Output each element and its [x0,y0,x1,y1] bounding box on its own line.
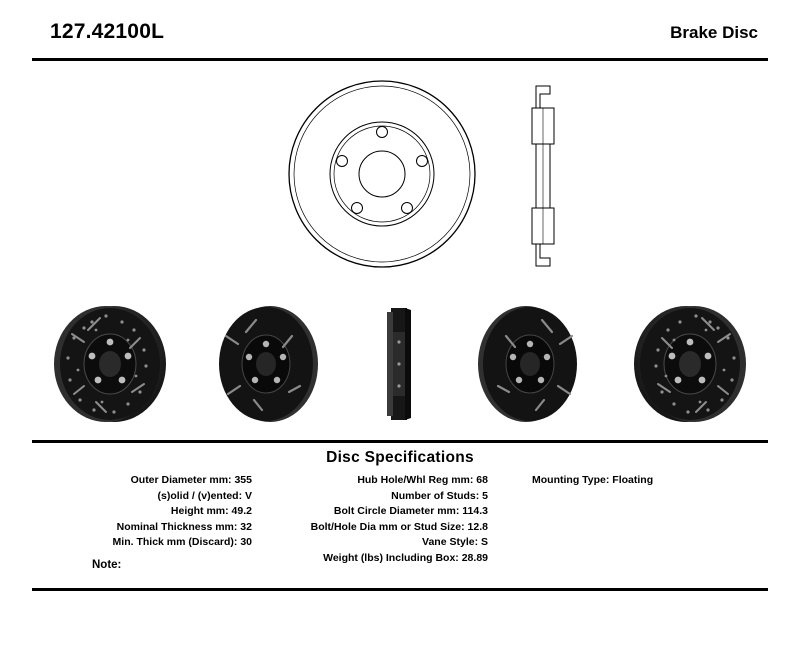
rotor-photo-drilled-slotted-right [624,302,759,427]
rotor-photo-drilled-slotted-left [44,302,179,427]
spec-vane-style: Vane Style: S [422,536,488,548]
cross-section-view [502,82,582,272]
spec-number-of-studs: Number of Studs: 5 [391,489,488,502]
spec-bolt-circle-diameter: Bolt Circle Diameter mm: 114.3 [333,505,488,517]
spec-solid-vented: (s)olid / (v)ented: V [157,489,252,502]
part-number: 127.42100L [50,20,165,43]
spec-hub-hole: Hub Hole/Whl Reg mm: 68 [357,474,488,486]
spec-min-thickness: Min. Thick mm (Discard): 30 [112,536,252,548]
rotor-photo-row [32,302,768,432]
note-label: Note: [92,559,122,571]
page-title: Brake Disc [670,23,758,42]
spec-nominal-thickness: Nominal Thickness mm: 32 [116,520,252,533]
disc-specifications-block [32,440,768,591]
specs-column-left [32,473,252,551]
specs-column-right [532,473,768,489]
rotor-photo-slotted-left [204,302,334,427]
sheet-header [32,18,768,61]
rotor-photo-slotted-right [464,302,594,427]
spec-mounting-type: Mounting Type: Floating [532,474,654,486]
spec-weight: Weight (lbs) Including Box: 28.89 [323,551,488,564]
spec-height: Height mm: 49.2 [170,505,252,517]
front-face-outline-view [282,74,482,274]
specs-title: Disc Specifications [326,449,474,466]
spec-bolt-hole-dia: Bolt/Hole Dia mm or Stud Size: 12.8 [310,520,488,533]
specs-column-middle [260,473,488,566]
spec-outer-diameter: Outer Diameter mm: 355 [130,474,252,486]
drawing-area [32,62,768,437]
rotor-photo-edge-profile [377,302,421,427]
